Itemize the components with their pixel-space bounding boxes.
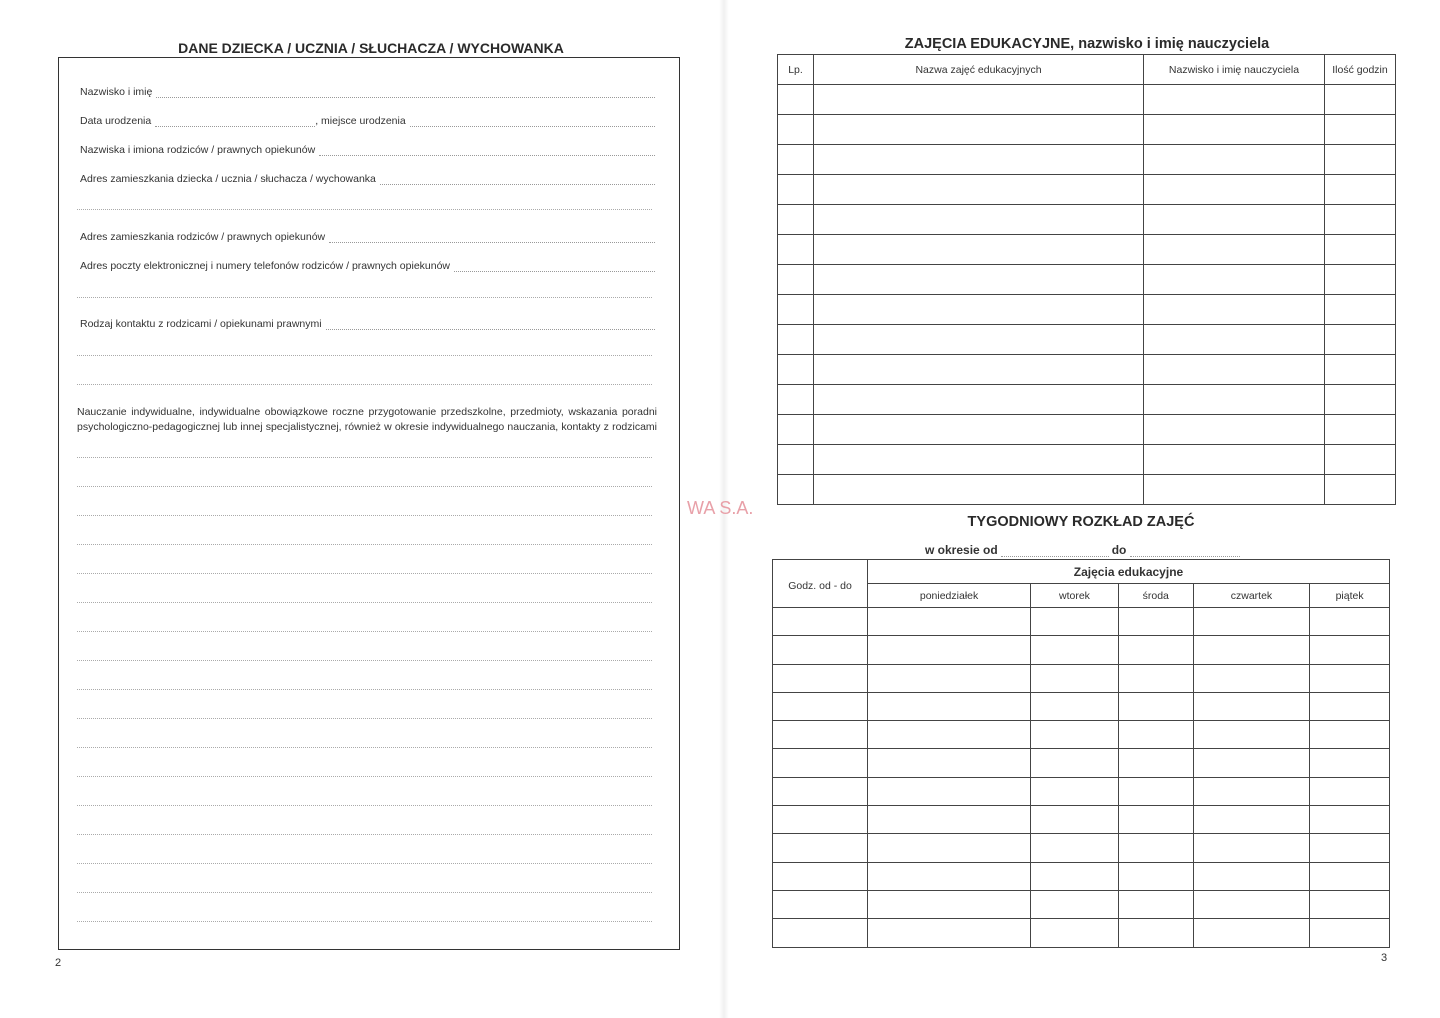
table-cell[interactable] <box>868 862 1031 890</box>
dotted-line[interactable] <box>77 515 652 516</box>
period-to-field[interactable] <box>1130 547 1240 557</box>
table-cell[interactable] <box>1031 664 1119 692</box>
table-cell[interactable] <box>814 325 1144 355</box>
table-cell[interactable] <box>1193 834 1310 862</box>
table-cell[interactable] <box>778 205 814 235</box>
table-cell[interactable] <box>1031 636 1119 664</box>
table-cell[interactable] <box>1325 145 1396 175</box>
table-row <box>773 890 1390 918</box>
table-cell[interactable] <box>773 777 868 805</box>
field-parents[interactable]: Nazwiska i imiona rodziców / prawnych opiekunów <box>80 144 655 156</box>
table-cell[interactable] <box>1325 235 1396 265</box>
table-cell[interactable] <box>773 636 868 664</box>
table-cell[interactable] <box>1325 385 1396 415</box>
table-cell[interactable] <box>773 862 868 890</box>
table-cell[interactable] <box>1310 636 1390 664</box>
table-cell[interactable] <box>1310 608 1390 636</box>
header-teacher: Nazwisko i imię nauczyciela <box>1144 55 1325 85</box>
table-cell[interactable] <box>778 175 814 205</box>
table-cell[interactable] <box>773 692 868 720</box>
dotted-line <box>77 355 652 356</box>
table-cell[interactable] <box>1144 385 1325 415</box>
table-row <box>778 475 1396 505</box>
table-cell[interactable] <box>1031 919 1119 947</box>
table-cell[interactable] <box>814 475 1144 505</box>
table-cell[interactable] <box>1144 265 1325 295</box>
dotted-line[interactable] <box>77 834 652 835</box>
table-cell[interactable] <box>1144 355 1325 385</box>
table-cell[interactable] <box>868 834 1031 862</box>
table-cell[interactable] <box>1193 721 1310 749</box>
table-row <box>773 806 1390 834</box>
table-cell[interactable] <box>1031 862 1119 890</box>
field-parents-address[interactable]: Adres zamieszkania rodziców / prawnych opiekunów <box>80 231 655 243</box>
table-cell[interactable] <box>778 295 814 325</box>
table-cell[interactable] <box>868 636 1031 664</box>
table-cell[interactable] <box>814 415 1144 445</box>
table-cell[interactable] <box>1118 664 1193 692</box>
header-day: wtorek <box>1031 584 1119 608</box>
table-row <box>773 834 1390 862</box>
table-cell[interactable] <box>814 175 1144 205</box>
table-cell[interactable] <box>1031 749 1119 777</box>
table-cell[interactable] <box>1325 325 1396 355</box>
table-cell[interactable] <box>1310 806 1390 834</box>
dotted-line[interactable] <box>77 689 652 690</box>
table-cell[interactable] <box>1325 445 1396 475</box>
table-cell[interactable] <box>1144 145 1325 175</box>
dotted-line[interactable] <box>77 486 652 487</box>
dotted-line[interactable] <box>77 718 652 719</box>
table-row <box>773 608 1390 636</box>
table-cell[interactable] <box>1310 919 1390 947</box>
table-cell[interactable] <box>1118 862 1193 890</box>
table-cell[interactable] <box>1193 636 1310 664</box>
dotted-line[interactable] <box>77 573 652 574</box>
table-cell[interactable] <box>1118 721 1193 749</box>
table-row <box>778 85 1396 115</box>
table-cell[interactable] <box>1325 295 1396 325</box>
table-cell[interactable] <box>778 355 814 385</box>
table-row <box>778 205 1396 235</box>
table-cell[interactable] <box>1118 636 1193 664</box>
dotted-line[interactable] <box>77 921 652 922</box>
table-cell[interactable] <box>868 664 1031 692</box>
table-cell[interactable] <box>1144 415 1325 445</box>
table-cell[interactable] <box>1144 295 1325 325</box>
table-cell[interactable] <box>1193 806 1310 834</box>
field-birth[interactable]: Data urodzenia , miejsce urodzenia <box>80 115 655 127</box>
table-cell[interactable] <box>1031 890 1119 918</box>
dotted-line <box>77 384 652 385</box>
table-cell[interactable] <box>1031 608 1119 636</box>
table-row <box>778 265 1396 295</box>
field-child-address[interactable]: Adres zamieszkania dziecka / ucznia / słuchacza / wychowanka <box>80 173 655 185</box>
header-hours-range: Godz. od - do <box>773 560 868 608</box>
table-row <box>778 115 1396 145</box>
period-from-field[interactable] <box>1001 547 1109 557</box>
table-cell[interactable] <box>1325 85 1396 115</box>
table-row <box>778 235 1396 265</box>
table-cell[interactable] <box>1193 749 1310 777</box>
table-cell[interactable] <box>778 115 814 145</box>
table-cell[interactable] <box>1144 235 1325 265</box>
table-cell[interactable] <box>773 834 868 862</box>
table-cell[interactable] <box>1310 834 1390 862</box>
table-cell[interactable] <box>1144 475 1325 505</box>
table-cell[interactable] <box>1144 325 1325 355</box>
table-cell[interactable] <box>1310 777 1390 805</box>
dotted-line[interactable] <box>77 805 652 806</box>
table-cell[interactable] <box>1144 445 1325 475</box>
table-cell[interactable] <box>1310 749 1390 777</box>
table-cell[interactable] <box>773 890 868 918</box>
field-parents-contact[interactable]: Adres poczty elektronicznej i numery telefonów rodziców / prawnych opiekunów <box>80 260 655 272</box>
watermark: WA S.A. <box>687 498 754 518</box>
table-cell[interactable] <box>1325 475 1396 505</box>
table-cell[interactable] <box>1310 664 1390 692</box>
table-cell[interactable] <box>773 664 868 692</box>
table-cell[interactable] <box>1031 777 1119 805</box>
table-cell[interactable] <box>1118 890 1193 918</box>
table-cell[interactable] <box>1118 692 1193 720</box>
header-hours: Ilość godzin <box>1325 55 1396 85</box>
table-cell[interactable] <box>814 235 1144 265</box>
table-cell[interactable] <box>778 235 814 265</box>
table-row <box>778 385 1396 415</box>
table-cell[interactable] <box>1310 721 1390 749</box>
table-cell[interactable] <box>1118 834 1193 862</box>
table-cell[interactable] <box>1193 862 1310 890</box>
table-cell[interactable] <box>814 385 1144 415</box>
dotted-line <box>77 209 652 210</box>
table-cell[interactable] <box>814 205 1144 235</box>
table-cell[interactable] <box>868 608 1031 636</box>
table-cell[interactable] <box>1325 175 1396 205</box>
table-row <box>773 692 1390 720</box>
table-cell[interactable] <box>778 325 814 355</box>
table-cell[interactable] <box>868 919 1031 947</box>
table-cell[interactable] <box>773 919 868 947</box>
table-cell[interactable] <box>1144 175 1325 205</box>
header-day: poniedziałek <box>868 584 1031 608</box>
table-cell[interactable] <box>1325 415 1396 445</box>
table-row <box>773 919 1390 947</box>
table-cell[interactable] <box>814 295 1144 325</box>
table-cell[interactable] <box>1310 692 1390 720</box>
table-row <box>778 355 1396 385</box>
table-row <box>773 664 1390 692</box>
table-cell[interactable] <box>778 385 814 415</box>
table-cell[interactable] <box>1118 777 1193 805</box>
table-cell[interactable] <box>1193 919 1310 947</box>
table-cell[interactable] <box>868 806 1031 834</box>
table-cell[interactable] <box>1031 692 1119 720</box>
table-cell[interactable] <box>1325 265 1396 295</box>
table-cell[interactable] <box>1193 890 1310 918</box>
page-number-left: 2 <box>55 957 62 969</box>
dotted-line[interactable] <box>77 631 652 632</box>
schedule-period: w okresie od do <box>925 543 1240 557</box>
left-page-title: DANE DZIECKA / UCZNIA / SŁUCHACZA / WYCHOWANKA <box>178 40 564 56</box>
table-cell[interactable] <box>1310 890 1390 918</box>
table-cell[interactable] <box>868 692 1031 720</box>
table-cell[interactable] <box>1325 205 1396 235</box>
dotted-line[interactable] <box>77 776 652 777</box>
table-row <box>778 175 1396 205</box>
table-cell[interactable] <box>1031 806 1119 834</box>
dotted-line[interactable] <box>77 892 652 893</box>
table-cell[interactable] <box>1031 834 1119 862</box>
table-row <box>778 295 1396 325</box>
table-cell[interactable] <box>778 445 814 475</box>
field-contact-type[interactable]: Rodzaj kontaktu z rodzicami / opiekunami prawnymi <box>80 318 655 330</box>
table-cell[interactable] <box>778 475 814 505</box>
table-row <box>778 145 1396 175</box>
table-cell[interactable] <box>778 415 814 445</box>
table-cell[interactable] <box>773 749 868 777</box>
table-cell[interactable] <box>773 806 868 834</box>
dotted-line <box>77 297 652 298</box>
table-cell[interactable] <box>814 85 1144 115</box>
header-class-name: Nazwa zajęć edukacyjnych <box>814 55 1144 85</box>
classes-table <box>777 54 1396 505</box>
table-row <box>778 445 1396 475</box>
table-cell[interactable] <box>1193 608 1310 636</box>
table-cell[interactable] <box>868 777 1031 805</box>
table-cell[interactable] <box>1144 205 1325 235</box>
table-cell[interactable] <box>814 265 1144 295</box>
dotted-line[interactable] <box>77 544 652 545</box>
table-row <box>773 749 1390 777</box>
table-cell[interactable] <box>773 608 868 636</box>
header-lp: Lp. <box>778 55 814 85</box>
dotted-line[interactable] <box>77 660 652 661</box>
table-cell[interactable] <box>778 145 814 175</box>
table-cell[interactable] <box>814 355 1144 385</box>
table-row <box>778 415 1396 445</box>
individual-teaching-label: Nauczanie indywidualne, indywidualne obowiązkowe roczne przygotowanie przedszkolne, przedmioty, wskazania poradni psychologiczno-pedagogicznej lub innej specjalistycznej, również w okresie indywidualnego nauczania, kontakty z rodzicami <box>77 406 657 433</box>
dotted-line[interactable] <box>77 863 652 864</box>
table-row <box>778 325 1396 355</box>
table-row <box>773 862 1390 890</box>
table-row <box>773 777 1390 805</box>
table-cell[interactable] <box>773 721 868 749</box>
page-number-right: 3 <box>1381 952 1388 964</box>
table-cell[interactable] <box>814 115 1144 145</box>
table-cell[interactable] <box>1325 115 1396 145</box>
dotted-line[interactable] <box>77 602 652 603</box>
table-cell[interactable] <box>1144 115 1325 145</box>
table-cell[interactable] <box>868 721 1031 749</box>
dotted-line[interactable] <box>77 457 652 458</box>
schedule-title: TYGODNIOWY ROZKŁAD ZAJĘĆ <box>967 514 1195 530</box>
header-day: czwartek <box>1193 584 1310 608</box>
header-day: piątek <box>1310 584 1390 608</box>
table-cell[interactable] <box>814 445 1144 475</box>
table-cell[interactable] <box>1118 749 1193 777</box>
classes-title: ZAJĘCIA EDUKACYJNE, nazwisko i imię nauczyciela <box>904 36 1270 52</box>
field-name[interactable]: Nazwisko i imię <box>80 86 655 98</box>
dotted-line[interactable] <box>77 747 652 748</box>
table-cell[interactable] <box>1310 862 1390 890</box>
table-cell[interactable] <box>868 890 1031 918</box>
table-cell[interactable] <box>1144 85 1325 115</box>
child-data-frame <box>58 57 680 950</box>
table-cell[interactable] <box>868 749 1031 777</box>
table-cell[interactable] <box>1325 355 1396 385</box>
table-cell[interactable] <box>1193 664 1310 692</box>
header-day: środa <box>1118 584 1193 608</box>
table-cell[interactable] <box>1118 919 1193 947</box>
table-cell[interactable] <box>814 145 1144 175</box>
table-cell[interactable] <box>1031 721 1119 749</box>
schedule-table <box>772 559 1390 948</box>
table-cell[interactable] <box>1193 777 1310 805</box>
table-cell[interactable] <box>778 85 814 115</box>
table-cell[interactable] <box>1118 608 1193 636</box>
table-row <box>773 721 1390 749</box>
table-cell[interactable] <box>1193 692 1310 720</box>
table-cell[interactable] <box>1118 806 1193 834</box>
table-cell[interactable] <box>778 265 814 295</box>
header-classes-group: Zajęcia edukacyjne <box>868 560 1390 584</box>
table-row <box>773 636 1390 664</box>
